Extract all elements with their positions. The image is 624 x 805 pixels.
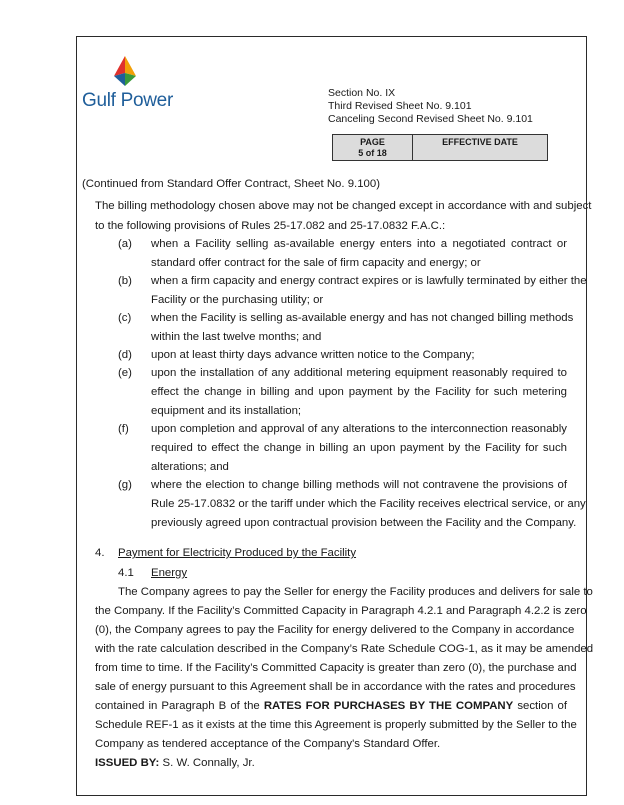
- continued-note: (Continued from Standard Offer Contract, Sheet No. 9.100): [82, 178, 381, 190]
- item-line: Facility or the purchasing utility; or: [151, 294, 324, 306]
- energy-paragraph-line: contained in Paragraph B of the RATES FOR PURCHASES BY THE COMPANY section of: [95, 700, 567, 712]
- section-number: Section No. IX: [328, 87, 396, 99]
- page-cell: [333, 135, 413, 160]
- item-line: equipment and its installation;: [151, 405, 302, 417]
- item-label: (a): [118, 238, 132, 250]
- sheet-info: [328, 87, 533, 126]
- item-line: where the election to change billing methods will not contravene the provisions of: [151, 479, 567, 491]
- energy-paragraph-line: The Company agrees to pay the Seller for energy the Facility produces and delivers for sale to: [118, 586, 593, 598]
- item-line: when a firm capacity and energy contract expires or is lawfully terminated by either the: [151, 275, 587, 287]
- item-line: required to effect the change in billing an upon payment by the Facility for such: [151, 442, 567, 454]
- item-line: previously agreed upon contractual provision between the Facility and the Company.: [151, 517, 577, 529]
- item-line: when the Facility is selling as-available energy and has not changed billing methods: [151, 312, 574, 324]
- item-label: (e): [118, 367, 132, 379]
- logo-text: Gulf Power: [82, 90, 173, 111]
- item-label: (f): [118, 423, 129, 435]
- intro-line: to the following provisions of Rules 25-17.082 and 25-17.0832 F.A.C.:: [95, 220, 446, 232]
- issued-by-label: ISSUED BY:: [95, 757, 160, 769]
- item-label: (b): [118, 275, 132, 287]
- energy-paragraph-line: sale of energy pursuant to this Agreement shall be in accordance with the rates and procedures: [95, 681, 576, 693]
- rates-section-name: RATES FOR PURCHASES BY THE COMPANY: [263, 700, 514, 712]
- issued-by-name: S. W. Connally, Jr.: [162, 757, 255, 769]
- energy-paragraph-line: from time to time. If the Facility’s Committed Capacity is greater than zero (0), the purchase and: [95, 662, 577, 674]
- logo-triangle-icon: [112, 56, 150, 90]
- item-line: upon at least thirty days advance written notice to the Company;: [151, 349, 475, 361]
- energy-paragraph-line: Company as tendered acceptance of the Company's Standard Offer.: [95, 738, 441, 750]
- item-label: (d): [118, 349, 132, 361]
- subsection-number: 4.1: [118, 567, 134, 579]
- energy-paragraph-line: Schedule REF-1 as it exists at the time this Agreement is properly submitted by the Seller to the: [95, 719, 577, 731]
- item-line: effect the change in billing and upon payment by the Facility for such metering: [151, 386, 567, 398]
- item-line: alterations; and: [151, 461, 229, 473]
- subsection-title: Energy: [151, 567, 188, 579]
- intro-line: The billing methodology chosen above may not be changed except in accordance with and subject: [95, 200, 592, 212]
- page-label: PAGE: [360, 137, 385, 147]
- section-title: Payment for Electricity Produced by the Facility: [118, 547, 357, 559]
- item-line: when a Facility selling as-available energy enters into a negotiated contract or: [151, 238, 567, 250]
- item-line: Rule 25-17.0832 or the tariff under which the Facility receives electrical service, or any: [151, 498, 586, 510]
- item-line: upon completion and approval of any alterations to the interconnection reasonably: [151, 423, 567, 435]
- energy-paragraph-line: with the rate calculation described in the Company’s Rate Schedule COG-1, as it may be amended: [95, 643, 594, 655]
- canceling-sheet: Canceling Second Revised Sheet No. 9.101: [328, 113, 533, 125]
- gulf-power-logo: [78, 56, 178, 116]
- issued-by: [95, 757, 255, 769]
- sheet-number: Third Revised Sheet No. 9.101: [328, 100, 472, 112]
- page-effective-date-table: [332, 134, 548, 161]
- effective-date-label: EFFECTIVE DATE: [442, 137, 518, 147]
- item-line: upon the installation of any additional metering equipment reasonably required to: [151, 367, 567, 379]
- item-line: standard offer contract for the sale of firm capacity and energy; or: [151, 257, 481, 269]
- item-label: (g): [118, 479, 132, 491]
- effective-date-cell: [413, 135, 547, 160]
- page-value: 5 of 18: [358, 148, 387, 158]
- section-number: 4.: [95, 547, 105, 559]
- item-label: (c): [118, 312, 132, 324]
- energy-paragraph-line: the Company. If the Facility’s Committed Capacity in Paragraph 4.2.1 and Paragraph 4.2.2 is zero: [95, 605, 587, 617]
- item-line: within the last twelve months; and: [151, 331, 322, 343]
- energy-paragraph-line: (0), the Company agrees to pay the Facility for energy delivered to the Company in accordance: [95, 624, 575, 636]
